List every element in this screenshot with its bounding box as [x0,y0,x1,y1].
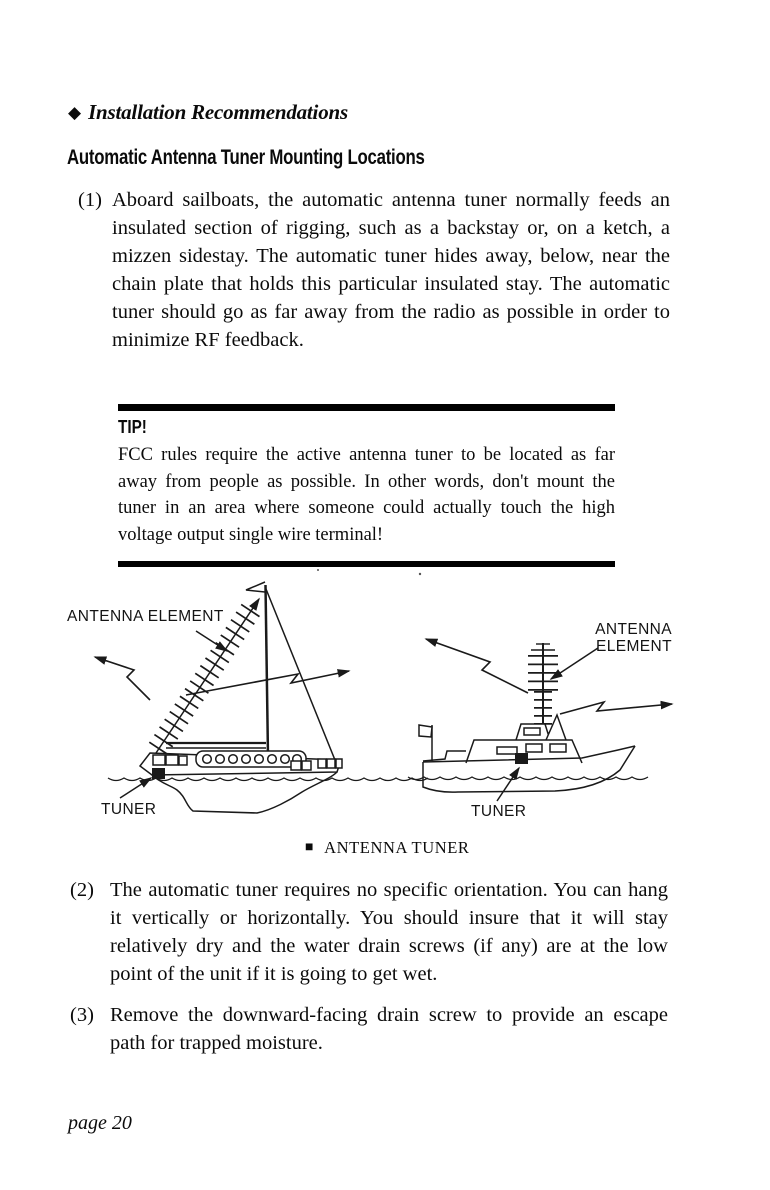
rf-radiation-arrow [426,639,528,693]
item-text: Aboard sailboats, the automatic antenna tuner normally feeds an insulated section of rigging, such as a backstay or, on a ketch, a mizzen sidestay. The automatic tuner hides away, below, near the chain plate that holds this particular insulated stay. The automatic tuner should go as far away from the radio as possible in order to minimize RF feedback. [112,189,670,351]
numbered-paragraph-3 [70,1001,668,1057]
section-title: Installation Recommendations [88,100,348,124]
cabin-window [526,744,542,752]
antenna-pointer-arrow [196,631,227,651]
backstay [266,589,337,765]
water-line [108,778,428,781]
porthole [268,755,277,764]
stern-flag [419,725,432,737]
mast [266,585,269,757]
item-text: The automatic tuner requires no specific orientation. You can hang it vertically or horizontally. You should insure that it will stay relatively dry and the water drain screws (if any) are at the low point of the unit if it is going to get wet. [110,879,668,985]
deck-box [327,759,335,768]
tuner-pointer-arrow [497,768,519,801]
item-text: Remove the downward-facing drain screw to provide an escape path for trapped moisture. [110,1004,668,1054]
page-number: page 20 [68,1112,132,1134]
cabin-window [550,744,566,752]
print-speck [317,569,319,571]
sailboat-antenna-element-label: ANTENNA ELEMENT [67,608,224,625]
tip-box [118,404,615,567]
porthole [203,755,212,764]
tip-title: TIP! [118,417,147,437]
powerboat-tuner-square [515,753,528,764]
pilothouse-window [524,728,540,735]
antenna-tuner-figure [0,565,770,875]
porthole [281,755,290,764]
porthole [255,755,264,764]
section-heading [68,100,348,125]
deck-box [291,761,301,770]
porthole [229,755,238,764]
masthead-pennant [246,582,265,592]
powerboat-tuner-label: TUNER [471,803,527,820]
deck-box [179,756,187,765]
deck-box [166,755,178,765]
deck-box [318,759,326,768]
subsection-title: Automatic Antenna Tuner Mounting Locations [67,146,425,169]
porthole [216,755,225,764]
diamond-bullet-icon: ◆ [68,103,82,122]
tuner-pointer-arrow [120,778,151,798]
numbered-paragraph-2 [70,876,668,988]
rf-radiation-arrow [560,702,672,714]
item-number: (3) [70,1004,94,1026]
mast-support [546,715,566,740]
deck-box [302,761,311,770]
cabin-window [497,747,517,754]
powerboat-drawing [408,639,672,801]
porthole [242,755,251,764]
powerboat-antenna-element-label: ANTENNA ELEMENT [595,621,672,655]
item-number: (2) [70,879,94,901]
deck-box [336,759,342,768]
deck-box [153,755,165,765]
figure-caption [305,838,470,858]
stern-deck-step [423,751,466,761]
water-line [408,777,648,780]
print-speck [419,573,421,575]
tuner-square-icon: ■ [305,840,315,855]
numbered-paragraph-1 [78,186,670,354]
sailboat-tuner-label: TUNER [101,801,157,818]
item-number: (1) [78,189,102,211]
figure-caption-text: ANTENNA TUNER [324,838,470,857]
tip-body: FCC rules require the active antenna tuner to be located as far away from people as possible. In other words, don't mount the tuner in an area where someone could actually touch the high voltage output single wire terminal! [118,445,615,545]
lower-hull [152,772,337,813]
rf-radiation-arrow [95,657,150,700]
